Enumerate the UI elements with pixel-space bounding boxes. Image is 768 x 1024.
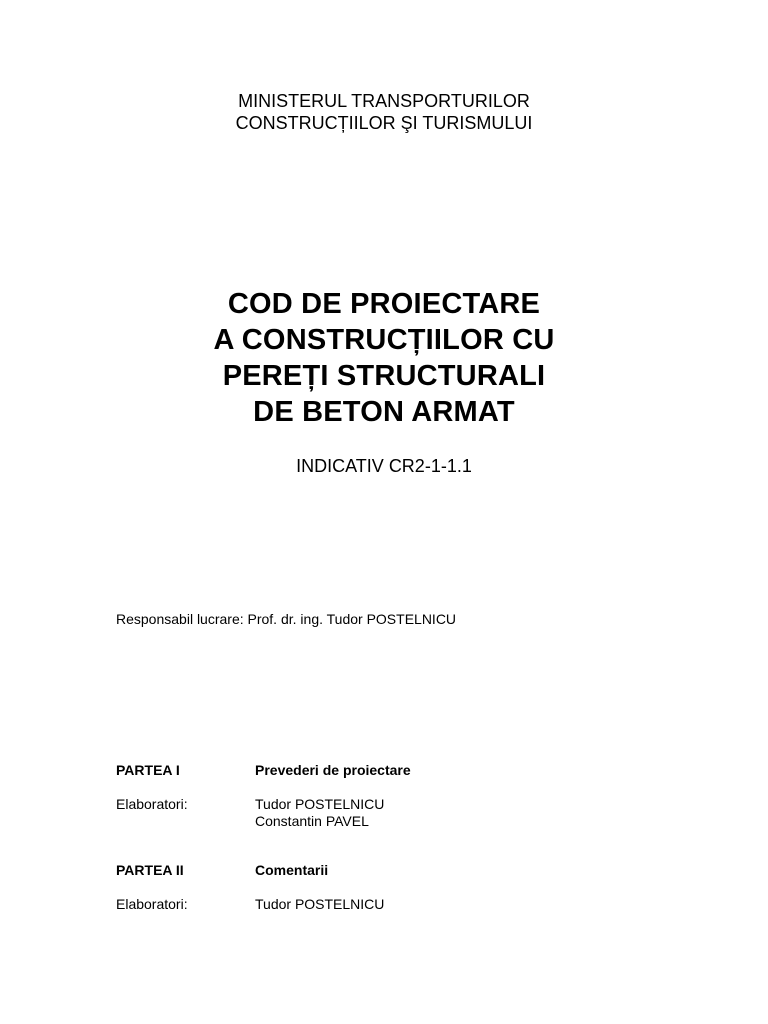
part-1-elaboratori-label: Elaboratori: [116, 796, 188, 812]
document-title [0, 286, 768, 430]
part-1-elaborator-1: Tudor POSTELNICU [255, 796, 385, 812]
ministry-line-2: CONSTRUCȚIILOR ŞI TURISMULUI [235, 113, 533, 133]
title-line-2: A CONSTRUCȚIILOR CU [213, 324, 555, 356]
part-2-label: PARTEA II [116, 862, 184, 878]
indicativ-code: INDICATIV CR2-1-1.1 [296, 456, 472, 476]
responsabil-lucrare: Responsabil lucrare: Prof. dr. ing. Tudor POSTELNICU [116, 611, 457, 627]
part-2-elaboratori-label: Elaboratori: [116, 896, 188, 912]
title-line-4: DE BETON ARMAT [253, 396, 515, 428]
ministry-header [0, 90, 768, 134]
part-2-elaborator-1: Tudor POSTELNICU [255, 896, 385, 912]
ministry-line-1: MINISTERUL TRANSPORTURILOR [238, 91, 530, 111]
title-line-1: COD DE PROIECTARE [227, 288, 541, 320]
part-1-elaborator-2: Constantin PAVEL [255, 813, 369, 829]
title-line-3: PEREȚI STRUCTURALI [222, 360, 546, 392]
part-1-name: Prevederi de proiectare [255, 762, 411, 778]
part-1-label: PARTEA I [116, 762, 180, 778]
part-2-name: Comentarii [255, 862, 329, 878]
